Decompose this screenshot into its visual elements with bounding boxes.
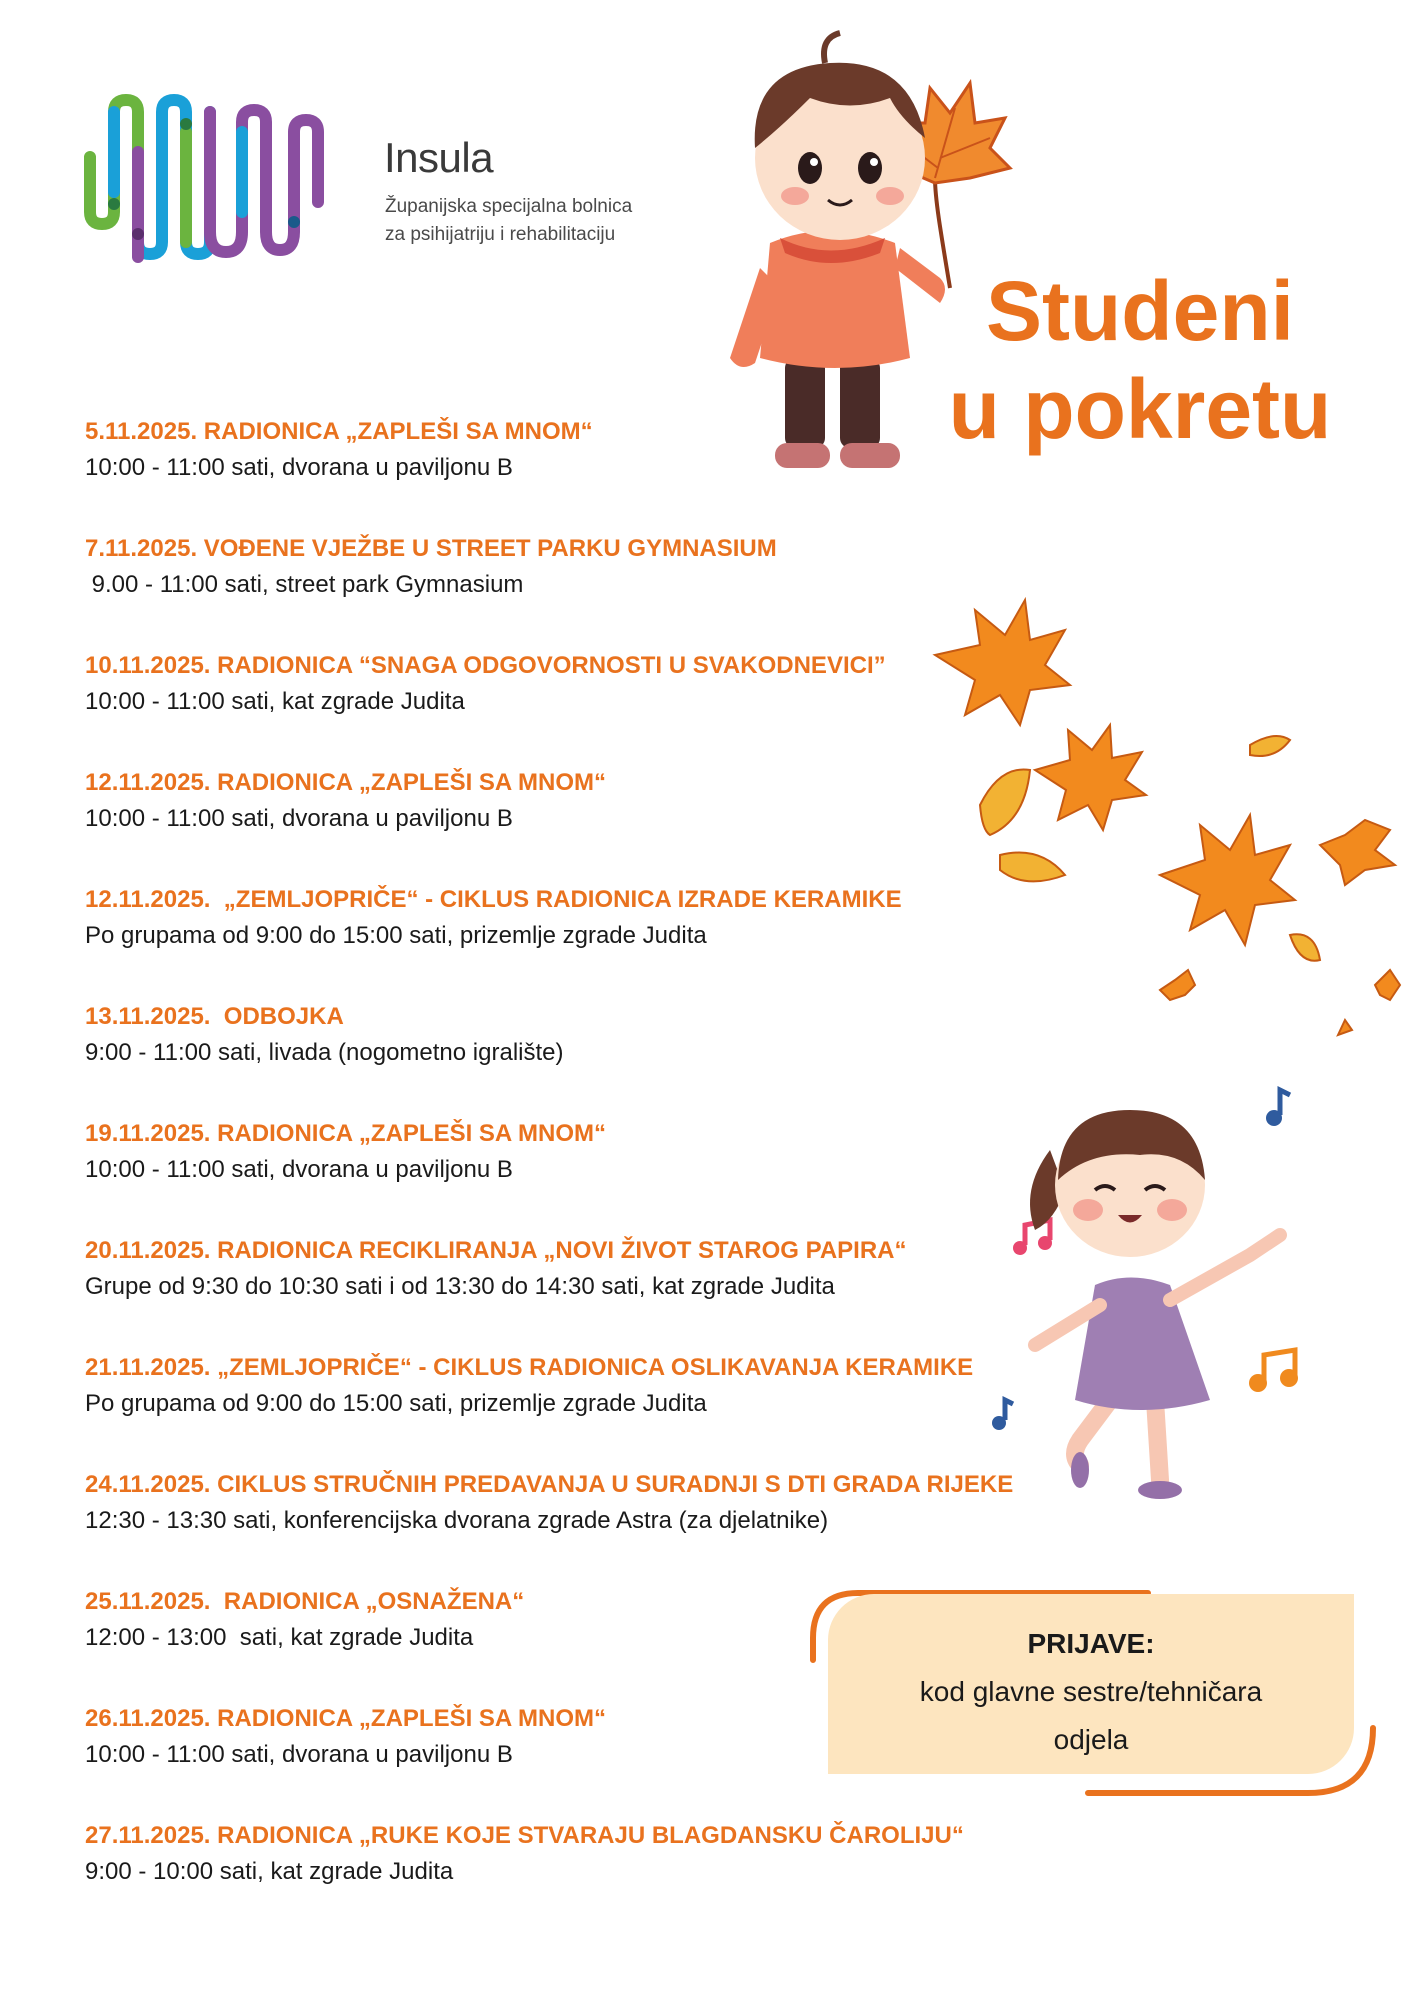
event-title: 21.11.2025. „ZEMLJOPRIČE“ - CIKLUS RADIONICA OSLIKAVANJA KERAMIKE (85, 1354, 974, 1381)
event-title: 20.11.2025. RADIONICA RECIKLIRANJA „NOVI ŽIVOT STAROG PAPIRA“ (85, 1237, 907, 1264)
event-title: 24.11.2025. CIKLUS STRUČNIH PREDAVANJA U SURADNJI S DTI GRADA RIJEKE (85, 1471, 1014, 1498)
event-item (85, 1818, 1025, 1935)
event-item (85, 1116, 1025, 1233)
event-title: 5.11.2025. RADIONICA „ZAPLEŠI SA MNOM“ (85, 418, 593, 445)
event-title: 27.11.2025. RADIONICA „RUKE KOJE STVARAJU BLAGDANSKU ČAROLIJU“ (85, 1822, 964, 1849)
event-detail: Po grupama od 9:00 do 15:00 sati, prizemlje zgrade Judita (85, 1390, 707, 1417)
signup-text (828, 1620, 1354, 1764)
signup-line-1: kod glavne sestre/tehničara (919, 1676, 1263, 1707)
headline-line-2: u pokretu (948, 362, 1332, 456)
event-title: 12.11.2025. „ZEMLJOPRIČE“ - CIKLUS RADIONICA IZRADE KERAMIKE (85, 886, 902, 913)
event-title: 10.11.2025. RADIONICA “SNAGA ODGOVORNOSTI U SVAKODNEVICI” (85, 652, 886, 679)
signup-heading: PRIJAVE: (1027, 1628, 1155, 1659)
insula-logo (84, 92, 324, 282)
event-title: 7.11.2025. VOĐENE VJEŽBE U STREET PARKU GYMNASIUM (85, 535, 777, 562)
event-detail: 10:00 - 11:00 sati, dvorana u paviljonu B (85, 454, 513, 481)
event-detail: 12:00 - 13:00 sati, kat zgrade Judita (85, 1624, 474, 1651)
dancing-girl-illustration (980, 1070, 1360, 1510)
event-item (85, 882, 1025, 999)
event-item (85, 999, 1025, 1116)
signup-line-2: odjela (1053, 1724, 1129, 1755)
organization-name: Insula (384, 134, 494, 181)
event-detail: 9:00 - 11:00 sati, livada (nogometno igralište) (85, 1039, 564, 1066)
event-detail: Grupe od 9:30 do 10:30 sati i od 13:30 do 14:30 sati, kat zgrade Judita (85, 1273, 835, 1300)
event-detail: 12:30 - 13:30 sati, konferencijska dvorana zgrade Astra (za djelatnike) (85, 1507, 829, 1534)
headline-line-1: Studeni (986, 264, 1294, 358)
event-item (85, 531, 1025, 648)
event-item (85, 765, 1025, 882)
event-item (85, 414, 1025, 531)
signup-panel (808, 1578, 1378, 1808)
event-title: 13.11.2025. ODBOJKA (85, 1003, 344, 1030)
event-detail: 9.00 - 11:00 sati, street park Gymnasium (85, 571, 524, 598)
event-item (85, 648, 1025, 765)
organization-subtitle-line-2: za psihijatriju i rehabilitaciju (385, 224, 616, 245)
event-detail: 10:00 - 11:00 sati, dvorana u paviljonu B (85, 805, 513, 832)
organization-subtitle-line-1: Županijska specijalna bolnica (385, 196, 633, 217)
event-item (85, 1467, 1025, 1584)
event-detail: Po grupama od 9:00 do 15:00 sati, prizemlje zgrade Judita (85, 922, 707, 949)
event-title: 25.11.2025. RADIONICA „OSNAŽENA“ (85, 1588, 525, 1615)
event-item (85, 1233, 1025, 1350)
event-title: 26.11.2025. RADIONICA „ZAPLEŠI SA MNOM“ (85, 1705, 607, 1732)
event-detail: 10:00 - 11:00 sati, dvorana u paviljonu B (85, 1156, 513, 1183)
organization-subtitle (385, 193, 685, 249)
event-title: 19.11.2025. RADIONICA „ZAPLEŠI SA MNOM“ (85, 1120, 607, 1147)
event-detail: 10:00 - 11:00 sati, kat zgrade Judita (85, 688, 465, 715)
event-item (85, 1350, 1025, 1467)
event-detail: 10:00 - 11:00 sati, dvorana u paviljonu B (85, 1741, 513, 1768)
event-title: 12.11.2025. RADIONICA „ZAPLEŠI SA MNOM“ (85, 769, 607, 796)
falling-leaves-illustration (920, 590, 1410, 1060)
event-detail: 9:00 - 10:00 sati, kat zgrade Judita (85, 1858, 454, 1885)
